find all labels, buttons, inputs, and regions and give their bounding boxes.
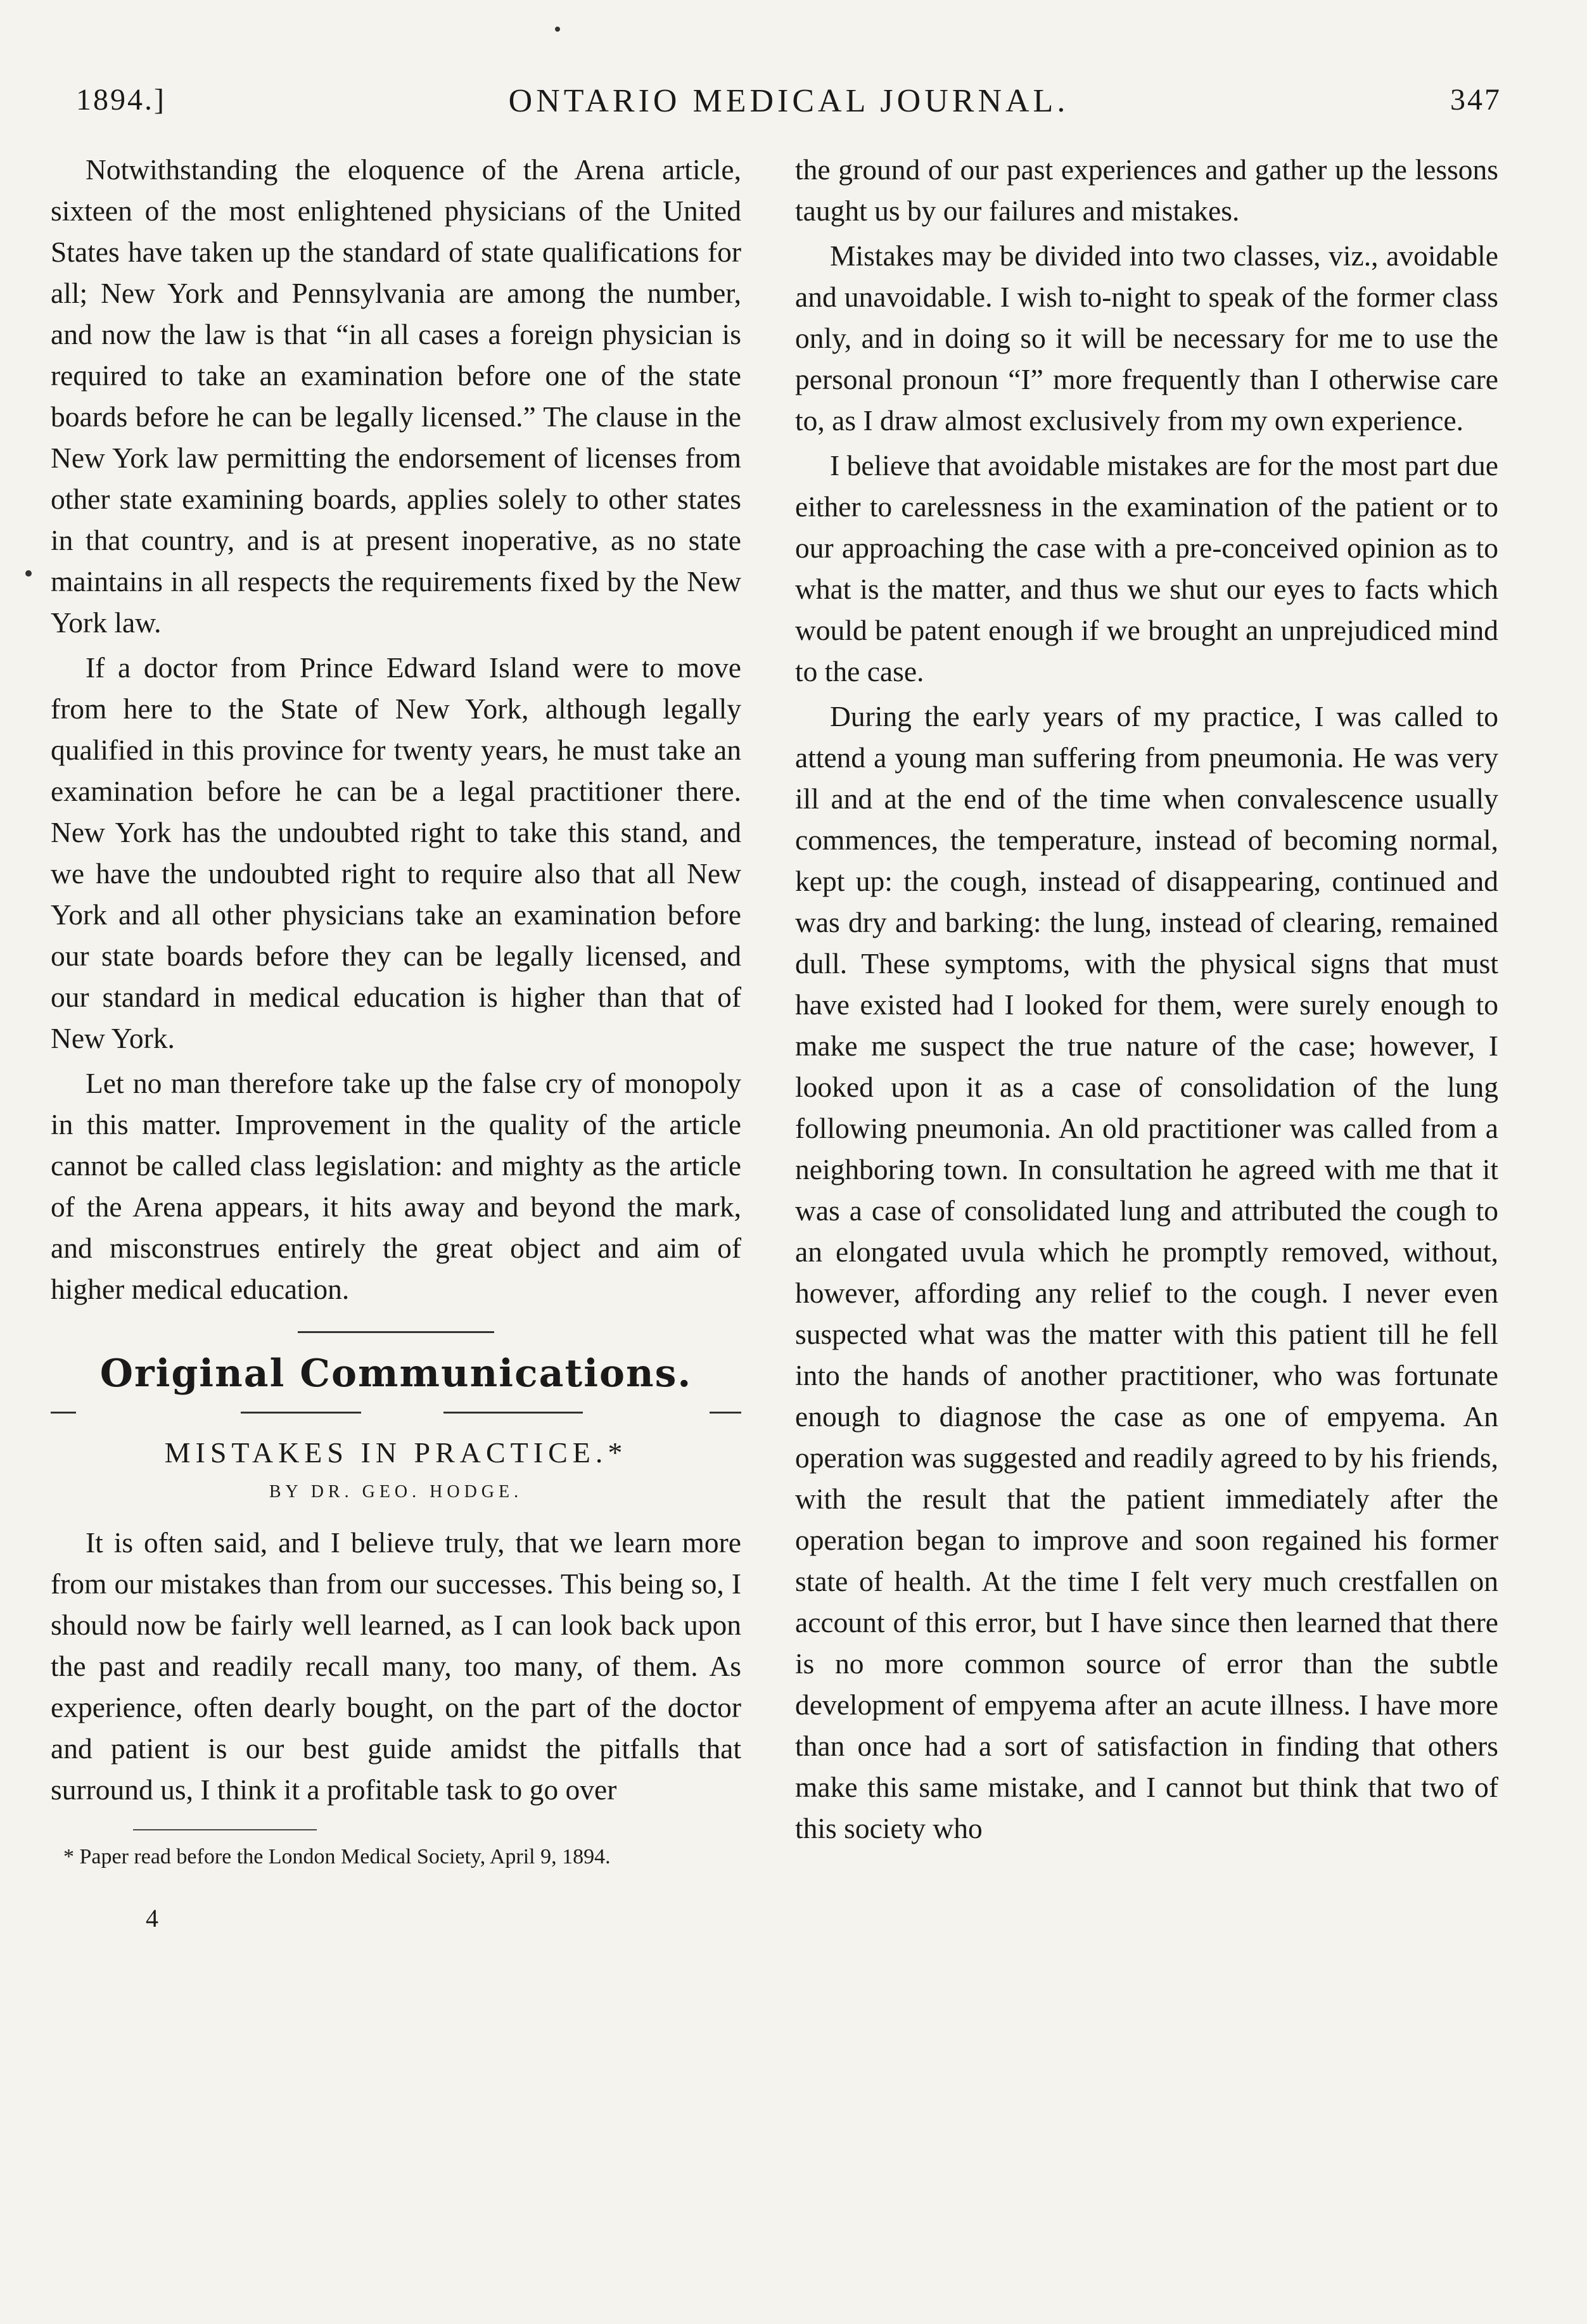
left-column [51,149,741,1939]
section-heading: Original Communications. [99,1351,692,1396]
divider [298,1331,494,1333]
journal-title: ONTARIO MEDICAL JOURNAL. [508,83,1069,119]
paragraph: Let no man therefore take up the false cry of monopoly in this matter. Improvement in the quality of the article cannot be called class legislation: and mighty as the article of the Arena appears, it hits away and beyond the mark, and misconstrues entirely the great object and aim of higher medical education. [51,1067,741,1305]
running-header [76,82,1501,133]
paragraph-continuation: the ground of our past experiences and gather up the lessons taught us by our failures and mistakes. [795,153,1498,227]
paragraph: Mistakes may be divided into two classes, viz., avoidable and unavoidable. I wish to-night to speak of the former class only, and in doing so it will be necessary for me to use the personal pronoun “I” more frequently than I otherwise care to, as I draw almost exclusively from my own experience. [795,239,1498,437]
divider [51,1412,741,1414]
paragraph: I believe that avoidable mistakes are for the most part due either to carelessness in the examination of the patient or to our approaching the case with a pre-conceived opinion as to what is the matter, and thus we shut our eyes to facts which would be patent enough if we brought an unprejudiced mind to the case. [795,449,1498,687]
paragraph: It is often said, and I believe truly, that we learn more from our mistakes than from our successes. This being so, I should now be fairly well learned, as I can look back upon the past and readily recall many, too many, of them. As experience, often dearly bought, on the part of the doctor and patient is our best guide amidst the pitfalls that surround us, I think it a profitable task to go over [51,1526,741,1806]
article-title: MISTAKES IN PRACTICE.* [164,1436,628,1469]
paragraph: Notwithstanding the eloquence of the Arena article, sixteen of the most enlightened physicians of the United States have taken up the standard of state qualifications for all; New York and Pennsylvania are among the number, and now the law is that “in all cases a foreign physician is required to take an examination before one of the state boards before he can be legally licensed.” The clause in the New York law permitting the endorsement of licenses from other state examining boards, applies solely to other states in that country, and is at present inoperative, as no state maintains in all respects the requirements fixed by the New York law. [51,153,741,639]
page-number: 347 [1450,83,1501,117]
section-block [51,1331,741,1508]
article-byline: BY DR. GEO. HODGE. [269,1482,523,1502]
paragraph: If a doctor from Prince Edward Island were to move from here to the State of New York, although legally qualified in this province for twenty years, he must take an examination before he can be a legal practitioner there. New York has the undoubted right to take this stand, and we have the undoubted right to require also that all New York and all other physicians take an examination before our state boards before they can be legally licensed, and our standard in medical education is higher than that of New York. [51,651,741,1054]
header-year: 1894.] [76,83,166,117]
print-speck [555,27,560,32]
right-column [795,149,1498,1853]
margin-dot [25,570,32,577]
footnote: * Paper read before the London Medical Society, April 9, 1894. [63,1845,611,1868]
paragraph: During the early years of my practice, I was called to attend a young man suffering from pneumonia. He was very ill and at the end of the time when convalescence usually commences, the temperature, instead of becoming normal, kept up: the cough, instead of disappearing, continued and was dry and barking: the lung, instead of clearing, remained dull. These symptoms, with the physical signs that must have existed had I looked for them, were surely enough to make me suspect the true nature of the case; however, I looked upon it as a case of consolidation of the lung following pneumonia. An old practitioner was called from a neighboring town. In consultation he agreed with me that it was a case of consolidated lung and attributed the cough to an elongated uvula which he promptly removed, without, however, affording any relief to the cough. I never even suspected what was the matter with this patient till he fell into the hands of another practitioner, who was fortunate enough to diagnose the case as one of empyema. An operation was suggested and readily agreed to by his friends, with the result that the patient immediately after the operation began to improve and soon regained his former state of health. At the time I felt very much crestfallen on account of this error, but I have since then learned that there is no more common source of error than the subtle development of empyema after an acute illness. I have more than once had a sort of satisfaction in finding that others make this same mistake, and I cannot but think that two of this society who [795,700,1498,1844]
footnote-divider [133,1829,317,1830]
signature-mark: 4 [146,1904,158,1932]
